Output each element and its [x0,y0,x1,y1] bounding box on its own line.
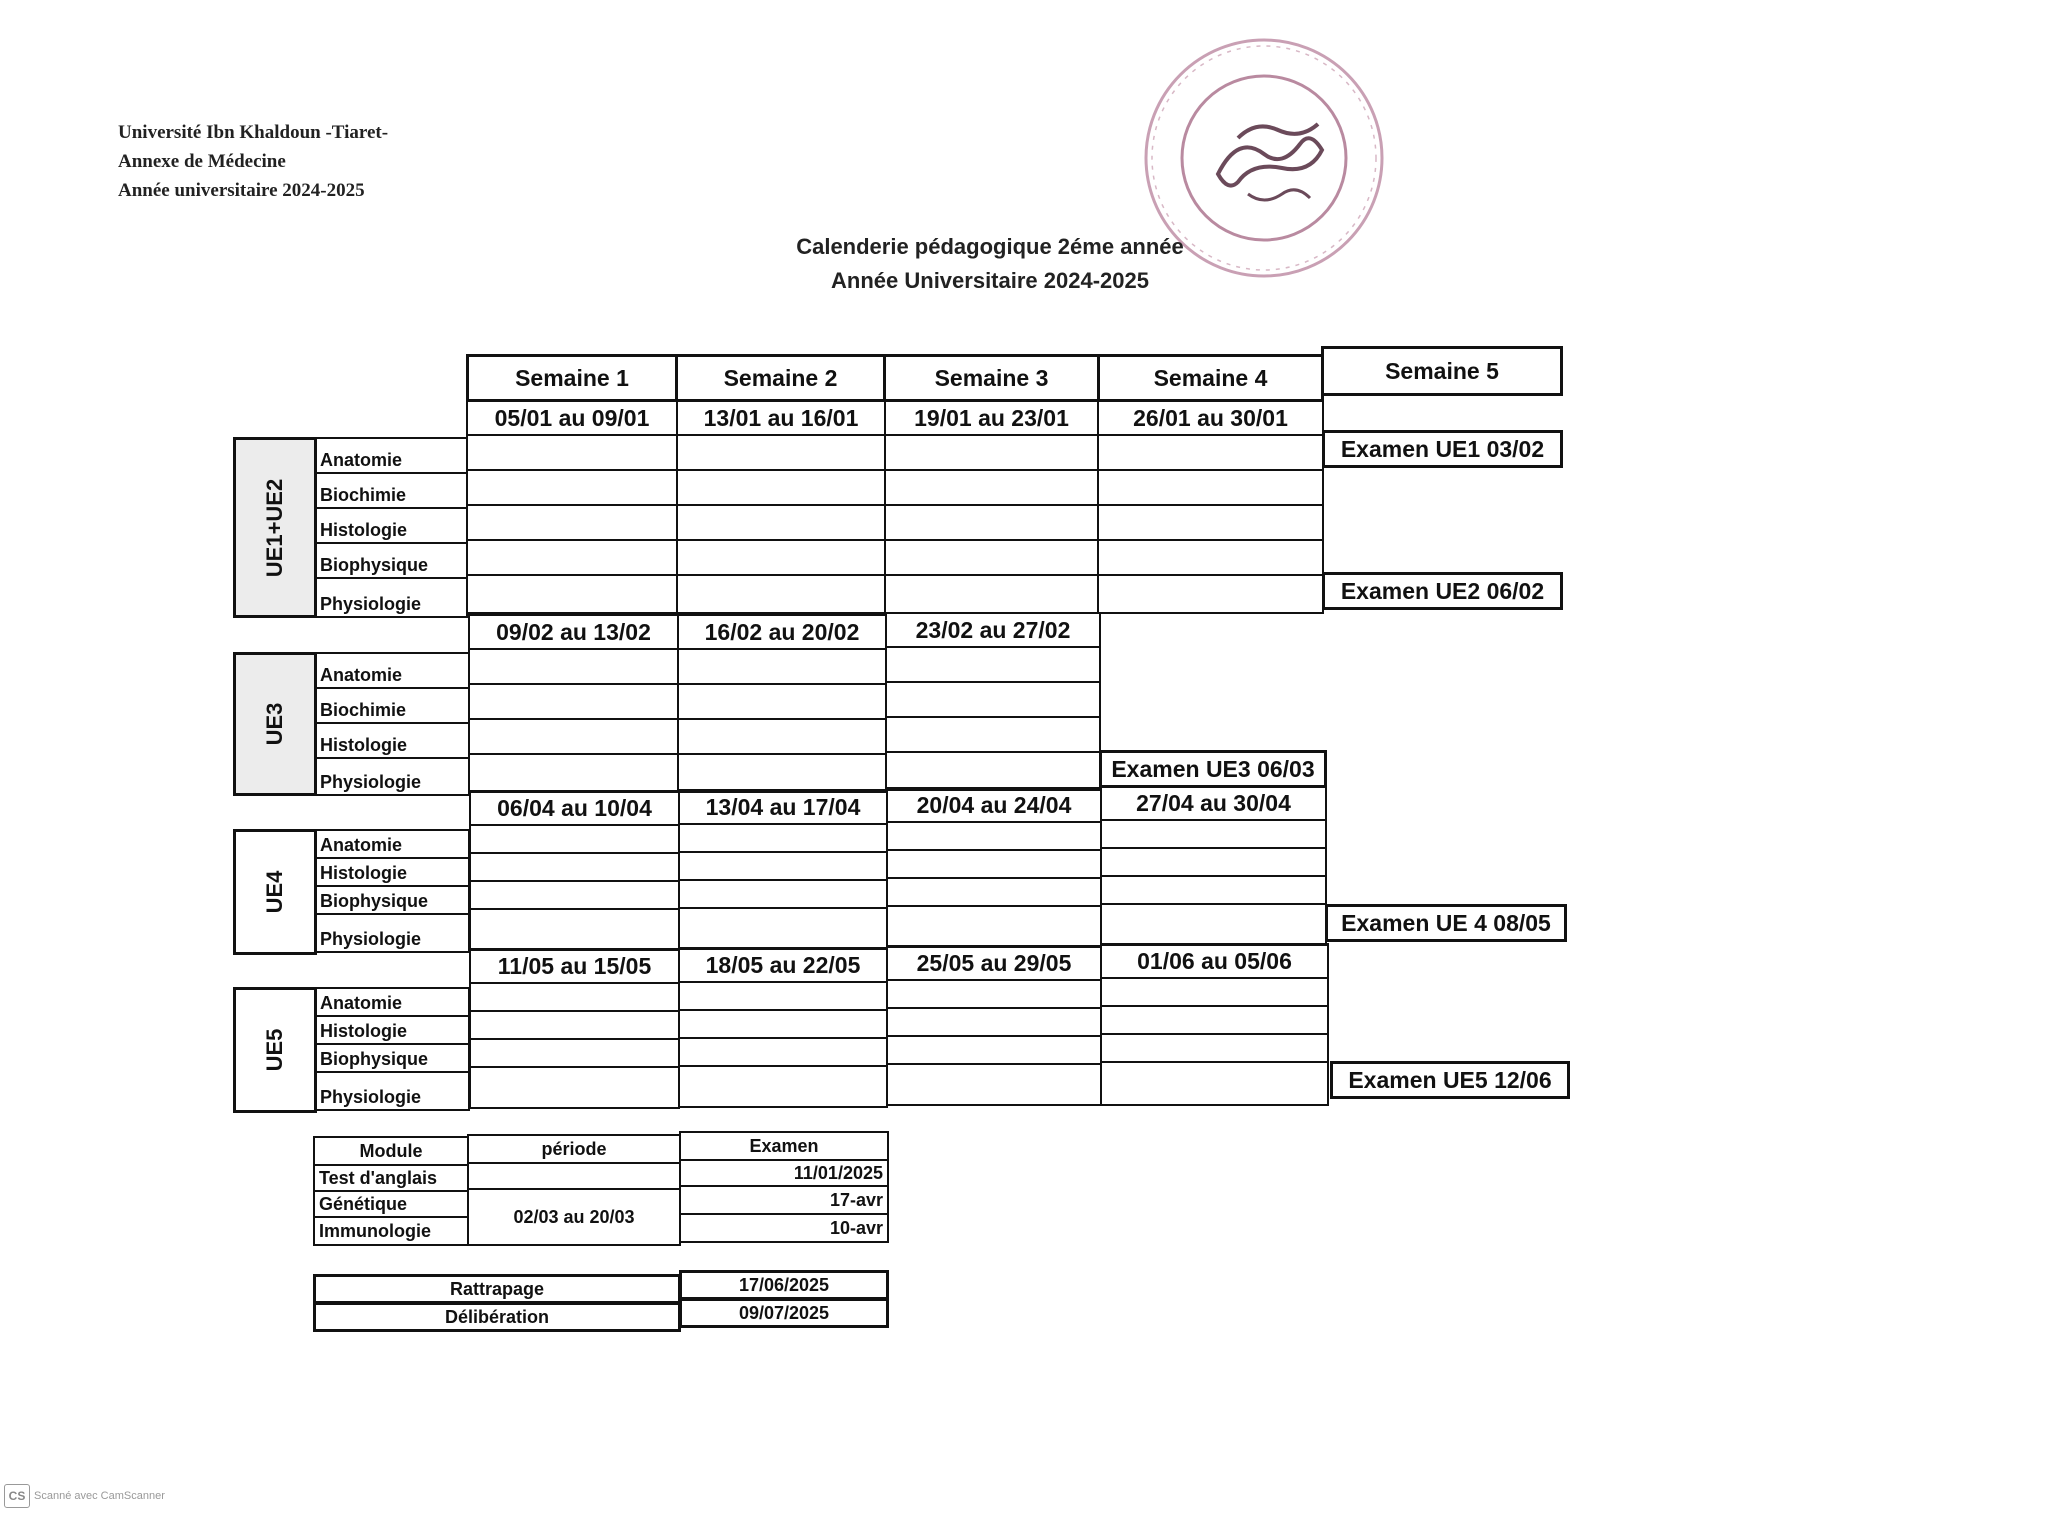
slot [1100,1005,1329,1035]
date-b1-w4: 26/01 au 30/01 [1097,400,1324,436]
date-b1-w1: 05/01 au 09/01 [466,400,678,436]
slot [677,753,887,793]
slot [884,504,1099,541]
slot [468,753,679,793]
module-exam-date: 10-avr [679,1213,889,1243]
subject-biophysique: Biophysique [314,542,468,579]
module-name: Test d'anglais [313,1164,469,1192]
scanner-footer-text: Scanné avec CamScanner [34,1490,165,1502]
week-header-5: Semaine 5 [1321,346,1563,396]
date-b3-w3: 20/04 au 24/04 [886,787,1102,823]
subject-physiologie: Physiologie [314,1071,470,1111]
week-header-1: Semaine 1 [466,354,678,402]
slot [886,1007,1102,1037]
slot [678,1009,888,1039]
slot [466,504,678,541]
subject-physiologie: Physiologie [314,913,470,953]
slot [466,539,678,576]
module-exam-date: 11/01/2025 [679,1159,889,1187]
slot [886,1035,1102,1065]
slot [469,1066,680,1109]
date-b1-w3: 19/01 au 23/01 [884,400,1099,436]
slot [886,821,1102,851]
slot [1100,819,1327,849]
subject-biochimie: Biochimie [314,687,470,724]
slot [469,1038,680,1068]
slot [676,434,886,471]
slot [885,716,1101,753]
institution-year: Année universitaire 2024-2025 [118,180,365,201]
slot [886,905,1102,948]
slot [884,469,1099,506]
slot [1097,539,1324,576]
slot [1100,903,1327,946]
date-b2-w1: 09/02 au 13/02 [468,614,679,650]
slot [886,1063,1102,1106]
slot [884,539,1099,576]
deliberation-label: Délibération [313,1302,681,1332]
slot [678,823,888,853]
date-b4-w3: 25/05 au 29/05 [886,945,1102,981]
subject-histologie: Histologie [314,1015,470,1045]
exam-ue3: Examen UE3 06/03 [1099,750,1327,788]
deliberation-date: 09/07/2025 [679,1298,889,1328]
slot [678,907,888,950]
subject-anatomie: Anatomie [314,987,470,1017]
week-header-2: Semaine 2 [675,354,886,402]
slot [466,574,678,614]
group-ue1-ue2: UE1+UE2 [233,437,317,618]
slot [677,648,887,685]
slot [886,849,1102,879]
date-b3-w4: 27/04 au 30/04 [1100,785,1327,821]
modules-header-period: période [467,1134,681,1164]
slot [676,539,886,576]
slot [885,681,1101,718]
subject-anatomie: Anatomie [314,652,470,689]
slot [886,877,1102,907]
slot [678,981,888,1011]
slot [1100,1061,1329,1106]
slot [466,469,678,506]
slot [468,683,679,720]
document-title [700,230,1280,298]
slot [466,434,678,471]
slot [1097,504,1324,541]
subject-histologie: Histologie [314,857,470,887]
slot [885,646,1101,683]
exam-ue5: Examen UE5 12/06 [1330,1061,1570,1099]
institution-annex: Annexe de Médecine [118,151,286,172]
rattrapage-date: 17/06/2025 [679,1270,889,1300]
slot [677,718,887,755]
module-name: Immunologie [313,1216,469,1246]
exam-ue2: Examen UE2 06/02 [1322,572,1563,610]
subject-physiologie: Physiologie [314,577,468,618]
slot [884,574,1099,614]
subject-biochimie: Biochimie [314,472,468,509]
module-name: Génétique [313,1190,469,1218]
slot [469,880,680,910]
date-b4-w2: 18/05 au 22/05 [678,947,888,983]
modules-header-exam: Examen [679,1131,889,1161]
date-b4-w4: 01/06 au 05/06 [1100,943,1329,979]
date-b4-w1: 11/05 au 15/05 [469,948,680,984]
exam-ue1: Examen UE1 03/02 [1322,430,1563,468]
slot [469,824,680,854]
date-b3-w1: 06/04 au 10/04 [469,790,680,826]
slot [678,1037,888,1067]
subject-biophysique: Biophysique [314,885,470,915]
slot [886,979,1102,1009]
slot [677,683,887,720]
slot [1097,469,1324,506]
scanner-footer [4,1484,165,1508]
rattrapage-label: Rattrapage [313,1274,681,1304]
slot [885,751,1101,791]
subject-histologie: Histologie [314,722,470,759]
slot [1100,847,1327,877]
date-b2-w3: 23/02 au 27/02 [885,612,1101,648]
date-b2-w2: 16/02 au 20/02 [677,614,887,650]
subject-physiologie: Physiologie [314,757,470,796]
week-header-3: Semaine 3 [883,354,1100,402]
week-header-4: Semaine 4 [1097,354,1324,402]
group-ue4: UE4 [233,829,317,955]
date-b1-w2: 13/01 au 16/01 [676,400,886,436]
slot [676,469,886,506]
slot [678,879,888,909]
institution-name: Université Ibn Khaldoun -Tiaret- [118,122,389,143]
group-ue5: UE5 [233,987,317,1113]
slot [468,718,679,755]
exam-ue4: Examen UE 4 08/05 [1325,904,1567,942]
group-ue3: UE3 [233,652,317,796]
slot [678,1065,888,1108]
module-period-empty [467,1162,681,1190]
module-exam-date: 17-avr [679,1185,889,1215]
subject-anatomie: Anatomie [314,829,470,859]
slot [1100,977,1329,1007]
subject-biophysique: Biophysique [314,1043,470,1073]
slot [678,851,888,881]
module-period: 02/03 au 20/03 [467,1188,681,1246]
slot [676,574,886,614]
slot [1097,574,1324,614]
slot [1100,875,1327,905]
title-line-2: Année Universitaire 2024-2025 [831,268,1149,293]
slot [1100,1033,1329,1063]
camscanner-logo-icon: CS [4,1484,30,1508]
slot [469,908,680,951]
subject-anatomie: Anatomie [314,437,468,474]
slot [676,504,886,541]
slot [468,648,679,685]
modules-header-module: Module [313,1136,469,1166]
subject-histologie: Histologie [314,507,468,544]
slot [884,434,1099,471]
institution-header [118,118,388,205]
title-line-1: Calenderie pédagogique 2éme année [796,234,1184,259]
slot [469,1010,680,1040]
slot [469,982,680,1012]
date-b3-w2: 13/04 au 17/04 [678,789,888,825]
slot [469,852,680,882]
slot [1097,434,1324,471]
